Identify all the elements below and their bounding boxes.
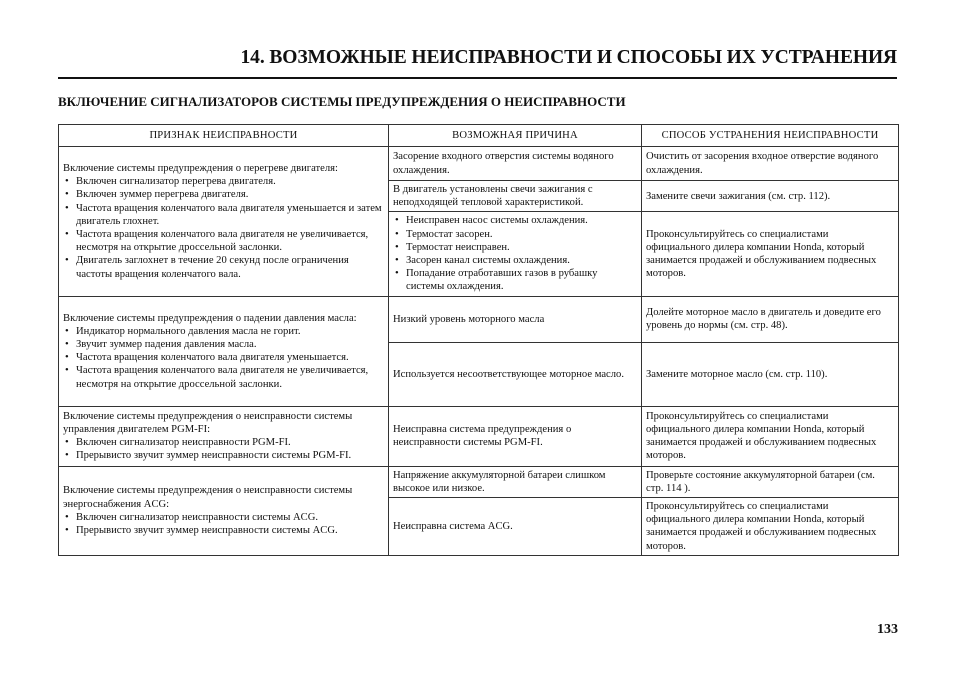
symptom-title: Включение системы предупреждения о неисправности системы энергоснабжения ACG: [63,485,353,510]
symptom-overheat [59,147,389,297]
list-item: • Включен зуммер перегрева двигателя. [63,188,384,201]
remedy-cell: Очистить от засорения входное отверстие водяного охлаждения. [642,147,899,181]
cause-cell: Неисправна система ACG. [389,498,642,556]
cause-cell: Неисправна система предупреждения о неисправности системы PGM-FI. [389,406,642,466]
cause-list [393,214,637,293]
list-item: • Индикатор нормального давления масла не горит. [63,325,384,338]
symptom-acg [59,466,389,555]
list-item: • Прерывисто звучит зуммер неисправности системы ACG. [63,524,384,537]
cause-cell: Напряжение аккумуляторной батареи слишком высокое или низкое. [389,466,642,497]
cause-cell: Низкий уровень моторного масла [389,296,642,342]
symptom-title: Включение системы предупреждения о неисправности системы управления двигателем PGM-FI: [63,410,353,435]
remedy-cell: Долейте моторное масло в двигатель и доведите его уровень до нормы (см. стр. 48). [642,296,899,342]
section-heading: ВКЛЮЧЕНИЕ СИГНАЛИЗАТОРОВ СИСТЕМЫ ПРЕДУПРЕЖДЕНИЯ О НЕИСПРАВНОСТИ [58,94,626,109]
cause-cell: В двигатель установлены свечи зажигания с неподходящей тепловой характеристикой. [389,181,642,212]
remedy-cell: Замените свечи зажигания (см. стр. 112). [642,181,899,212]
symptom-list [63,175,384,281]
remedy-cell: Проконсультируйтесь со специалистами официального дилера компании Honda, который занимается продажей и обслуживанием подвесных моторов. [642,498,899,556]
remedy-cell: Проконсультируйтесь со специалистами официального дилера компании Honda, который занимается продажей и обслуживанием подвесных моторов. [642,406,899,466]
list-item: • Включен сигнализатор перегрева двигателя. [63,175,384,188]
symptom-oil-pressure [59,296,389,406]
column-header-remedy: СПОСОБ УСТРАНЕНИЯ НЕИСПРАВНОСТИ [642,125,899,147]
page-number: 133 [877,622,898,637]
column-header-cause: ВОЗМОЖНАЯ ПРИЧИНА [389,125,642,147]
table-header-row [59,125,899,147]
list-item: • Включен сигнализатор неисправности PGM-FI. [63,436,384,449]
cause-cell [389,212,642,296]
symptom-pgm-fi [59,406,389,466]
symptom-list [63,325,384,391]
symptom-title: Включение системы предупреждения о падении давления масла: [63,312,357,324]
list-item: • Прерывисто звучит зуммер неисправности системы PGM-FI. [63,449,384,462]
remedy-cell: Проверьте состояние аккумуляторной батареи (см. стр. 114 ). [642,466,899,497]
list-item: • Термостат неисправен. [393,241,637,254]
symptom-title: Включение системы предупреждения о перегреве двигателя: [63,162,338,174]
remedy-cell: Проконсультируйтесь со специалистами официального дилера компании Honda, который занимается продажей и обслуживанием подвесных моторов. [642,212,899,296]
page-title: 14. ВОЗМОЖНЫЕ НЕИСПРАВНОСТИ И СПОСОБЫ ИХ УСТРАНЕНИЯ [240,47,897,68]
symptom-list [63,436,384,462]
table-row [59,296,899,342]
symptom-list [63,511,384,537]
list-item: • Частота вращения коленчатого вала двигателя уменьшается. [63,351,384,364]
list-item: • Частота вращения коленчатого вала двигателя не увеличивается, несмотря на открытие дроссельной заслонки. [63,364,384,390]
list-item: • Неисправен насос системы охлаждения. [393,214,637,227]
list-item: • Включен сигнализатор неисправности системы ACG. [63,511,384,524]
list-item: • Двигатель заглохнет в течение 20 секунд после ограничения частоты вращения коленчатого вала. [63,254,384,280]
table-row [59,147,899,181]
cause-cell: Используется несоответствующее моторное масло. [389,342,642,406]
list-item: • Засорен канал системы охлаждения. [393,254,637,267]
title-rule [58,77,897,79]
troubleshooting-table [58,124,899,556]
list-item: • Термостат засорен. [393,228,637,241]
table-row [59,406,899,466]
remedy-cell: Замените моторное масло (см. стр. 110). [642,342,899,406]
column-header-symptom: ПРИЗНАК НЕИСПРАВНОСТИ [59,125,389,147]
list-item: • Частота вращения коленчатого вала двигателя уменьшается и затем двигатель глохнет. [63,202,384,228]
cause-cell: Засорение входного отверстия системы водяного охлаждения. [389,147,642,181]
list-item: • Звучит зуммер падения давления масла. [63,338,384,351]
list-item: • Частота вращения коленчатого вала двигателя не увеличивается, несмотря на открытие дроссельной заслонки. [63,228,384,254]
table-row [59,466,899,497]
list-item: • Попадание отработавших газов в рубашку системы охлаждения. [393,267,637,293]
